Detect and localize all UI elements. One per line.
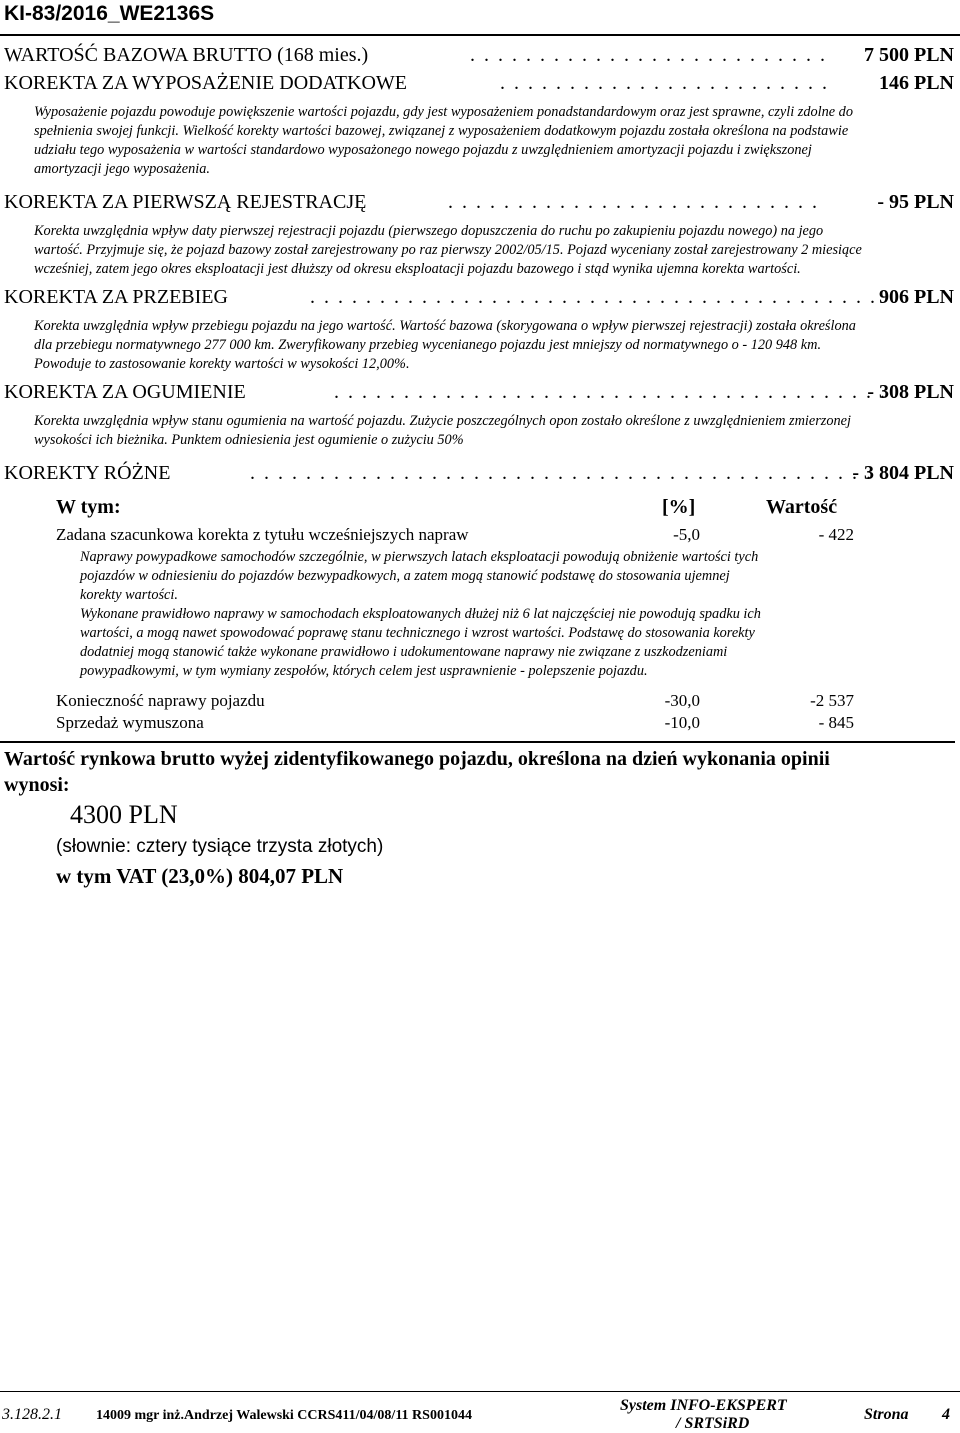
registration-correction-amount: - 95 PLN — [877, 191, 954, 213]
equipment-correction-label: KOREKTA ZA WYPOSAŻENIE DODATKOWE — [4, 72, 407, 94]
tyres-correction-label: KOREKTA ZA OGUMIENIE — [4, 381, 246, 403]
footer-rule — [0, 1391, 960, 1392]
equipment-correction-note-3: udziału tego wyposażenia w wartości standardowo wyposażonego nowego pojazdu z uwzględnieniem amortyzacji pojazdu i zwiększonej — [34, 142, 812, 158]
registration-correction-note-2: wartość. Przyjmuje się, że pojazd bazowy został zarejestrowany po raz pierwszy 2002/05/15. Pojazd wyceniany został zarejestrowany 2 miesiące — [34, 242, 862, 258]
subtable-head-percent: [%] — [662, 496, 696, 518]
market-value-price: 4300 PLN — [70, 800, 178, 829]
mileage-correction-amount: 906 PLN — [879, 286, 954, 308]
footer-system: System INFO-EKSPERT — [620, 1397, 787, 1414]
registration-correction-note-3: wcześniej, zatem jego okres eksploatacji jest dłuższy od okresu eksploatacji pojazdu bazowego i stąd wynika ujemna korekta wartości. — [34, 261, 801, 277]
market-value-statement-end: wynosi: — [4, 774, 70, 796]
mileage-correction-note-1: Korekta uwzględnia wpływ przebiegu pojazdu na jego wartość. Wartość bazowa (skorygowana o wpływ pierwszej rejestracji) została określona — [34, 318, 856, 334]
subtable-row-percent: -5,0 — [673, 525, 700, 544]
registration-correction-dots: . . . . . . . . . . . . . . . . . . . . . . . . . . . — [448, 191, 819, 213]
equipment-correction-amount: 146 PLN — [879, 72, 954, 94]
equipment-correction-note-1: Wyposażenie pojazdu powoduje powiększenie wartości pojazdu, gdy jest wyposażeniem ponadstandardowym oraz jest sprawne, czyli zdolne do — [34, 104, 853, 120]
repair-note-2: pojazdów w odniesieniu do pojazdów bezwypadkowych, a zatem mogą stanowić podstawę do stosowania ujemnej — [80, 568, 730, 584]
base-value-dots: . . . . . . . . . . . . . . . . . . . . . . . . . . — [470, 44, 827, 66]
repair-note-1: Naprawy powypadkowe samochodów szczególnie, w pierwszych latach eksploatacji powodują obniżenie wartości tych — [80, 549, 759, 565]
subtable-row-value: - 422 — [818, 525, 854, 544]
subtable-row-label: Zadana szacunkowa korekta z tytułu wcześniejszych napraw — [56, 525, 469, 544]
repair-note-4: Wykonane prawidłowo naprawy w samochodach eksploatowanych dłużej niż 6 lat najczęściej nie powodują spadku ich — [80, 606, 761, 622]
misc-corrections-amount: - 3 804 PLN — [852, 462, 954, 484]
mileage-correction-dots: . . . . . . . . . . . . . . . . . . . . . . . . . . . . . . . . . . . . . . . . . — [310, 286, 877, 308]
equipment-correction-note-4: amortyzacji jego wyposażenia. — [34, 161, 210, 177]
summary-rule — [0, 741, 955, 743]
footer-page-label: Strona — [864, 1406, 909, 1423]
footer-system-sub: / SRTSiRD — [676, 1415, 750, 1432]
subtable-row-percent: -30,0 — [664, 691, 700, 710]
market-value-in-words: (słownie: cztery tysiące trzysta złotych) — [56, 836, 384, 857]
mileage-correction-label: KOREKTA ZA PRZEBIEG — [4, 286, 228, 308]
footer-page-number: 4 — [942, 1406, 950, 1423]
tyres-correction-note-1: Korekta uwzględnia wpływ stanu ogumienia na wartość pojazdu. Zużycie poszczególnych opon zostało określone z uwzględnieniem zmierzonej — [34, 413, 851, 429]
footer-author: 14009 mgr inż.Andrzej Walewski CCRS411/04/08/11 RS001044 — [96, 1408, 472, 1423]
subtable-row-label: Konieczność naprawy pojazdu — [56, 691, 265, 710]
subtable-row-value: - 845 — [818, 713, 854, 732]
base-value-label: WARTOŚĆ BAZOWA BRUTTO (168 mies.) — [4, 44, 369, 66]
tyres-correction-dots: . . . . . . . . . . . . . . . . . . . . . . . . . . . . . . . . . . . . . . . . — [334, 381, 887, 403]
repair-note-5: wartości, a mogą nawet spowodować poprawę stanu technicznego i wzrost wartości. Podstawę do stosowania korekty — [80, 625, 755, 641]
subtable-row-percent: -10,0 — [664, 713, 700, 732]
subtable-row-value: -2 537 — [810, 691, 854, 710]
equipment-correction-note-2: spełnienia swojej funkcji. Wielkość korekty wartości bazowej, związanej z wyposażeniem dodatkowym pojazdu została określona na podstawie — [34, 123, 849, 139]
market-value-vat: w tym VAT (23,0%) 804,07 PLN — [56, 864, 344, 888]
mileage-correction-note-3: Powoduje to zastosowanie korekty wartości w wysokości 12,00%. — [34, 356, 410, 372]
registration-correction-label: KOREKTA ZA PIERWSZĄ REJESTRACJĘ — [4, 191, 367, 213]
repair-note-6: dodatniej mogą stanowić także wykonane prawidłowo i udokumentowane naprawy nie związane z uszkodzeniami — [80, 644, 728, 660]
subtable-head-value: Wartość — [766, 496, 838, 518]
misc-corrections-label: KOREKTY RÓŻNE — [4, 462, 171, 484]
header-rule — [0, 34, 960, 36]
subtable-row-label: Sprzedaż wymuszona — [56, 713, 204, 732]
tyres-correction-amount: - 308 PLN — [867, 381, 954, 403]
repair-note-7: powypadkowymi, w tym wymiany zespołów, których celem jest usprawnienie - polepszenie pojazdu. — [80, 663, 648, 679]
tyres-correction-note-2: wysokości ich bieżnika. Punktem odniesienia jest ogumienie o zużyciu 50% — [34, 432, 464, 448]
market-value-statement: Wartość rynkowa brutto wyżej zidentyfikowanego pojazdu, określona na dzień wykonania opinii — [4, 748, 830, 770]
mileage-correction-note-2: dla przebiegu normatywnego 277 000 km. Zweryfikowany przebieg wycenianego pojazdu jest mniejszy od normatywnego o - 120 948 km. — [34, 337, 822, 353]
base-value-amount: 7 500 PLN — [864, 44, 954, 66]
misc-corrections-dots: . . . . . . . . . . . . . . . . . . . . . . . . . . . . . . . . . . . . . . . . . . . . . — [250, 462, 873, 484]
footer-version: 3.128.2.1 — [2, 1406, 62, 1423]
subtable-head-label: W tym: — [56, 496, 121, 518]
registration-correction-note-1: Korekta uwzględnia wpływ daty pierwszej rejestracji pojazdu (pierwszego dopuszczenia do ruchu po zakupieniu pojazdu nowego) na jego — [34, 223, 824, 239]
repair-note-3: korekty wartości. — [80, 587, 178, 603]
document-id: KI-83/2016_WE2136S — [4, 2, 215, 25]
equipment-correction-dots: . . . . . . . . . . . . . . . . . . . . . . . . — [500, 72, 829, 94]
